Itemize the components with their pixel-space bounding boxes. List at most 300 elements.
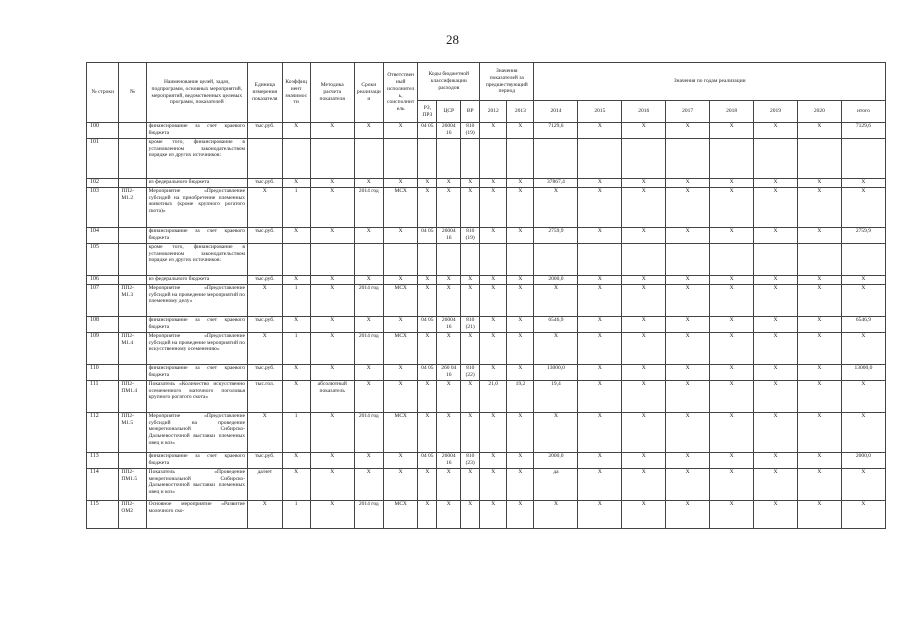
row-value-2013: X (507, 228, 534, 244)
row-coefficient: 1 (282, 285, 310, 317)
row-vr: X (461, 188, 480, 228)
header-term: Сроки реализации (354, 63, 383, 123)
header-year-col: 2017 (666, 101, 710, 123)
row-number: 102 (87, 179, 119, 188)
row-value-total: X (841, 276, 885, 285)
header-code-no: № (119, 63, 146, 123)
header-code-col: РЗ, ПРЗ (418, 101, 437, 123)
row-unit: X (248, 285, 283, 317)
row-rz-prz: X (418, 469, 437, 501)
row-value-2014: да (534, 469, 578, 501)
row-value-2012: X (480, 413, 507, 453)
row-rz-prz: 04 05 (418, 317, 437, 333)
row-csr: X (437, 381, 461, 413)
row-value-total: X (841, 285, 885, 317)
row-name: финансирование за счет краевого бюджета (146, 317, 247, 333)
row-code (119, 139, 146, 179)
table-row (87, 381, 886, 413)
row-coefficient: 1 (282, 501, 310, 529)
row-unit: тыс.гол. (248, 381, 283, 413)
row-value-2019: X (754, 469, 798, 501)
row-name: кроме того, финансирование в установленном законодательством порядке из других источников: (146, 139, 247, 179)
row-number: 113 (87, 453, 119, 469)
row-method: X (310, 365, 354, 381)
row-value-total: 13000,0 (841, 365, 885, 381)
row-value-2012 (480, 244, 507, 276)
table-row (87, 365, 886, 381)
row-unit (248, 139, 283, 179)
row-executor: МСХ (383, 285, 418, 317)
row-value-2018: X (710, 228, 754, 244)
row-vr: X (461, 413, 480, 453)
row-code: ПП2-М1.2 (119, 188, 146, 228)
header-year-col: 2020 (797, 101, 841, 123)
row-term (354, 244, 383, 276)
table-row (87, 317, 886, 333)
header-year-col: 2018 (710, 101, 754, 123)
row-value-2015: X (578, 469, 622, 501)
row-code (119, 244, 146, 276)
row-rz-prz: X (418, 333, 437, 365)
row-value-2018: X (710, 413, 754, 453)
row-code (119, 228, 146, 244)
header-pre-values: Значения показателей за предшествующий период (480, 63, 534, 101)
row-value-2013: X (507, 188, 534, 228)
row-csr: 26004 16 (437, 123, 461, 139)
row-value-2020: X (797, 333, 841, 365)
row-code: ПП2-ОМ2 (119, 501, 146, 529)
row-method: абсолютный показатель (310, 381, 354, 413)
row-term: X (354, 365, 383, 381)
row-value-total (841, 139, 885, 179)
row-vr: X (461, 276, 480, 285)
row-value-2017: X (666, 123, 710, 139)
header-budget-codes: Коды бюджетной классификации расходов (418, 63, 480, 101)
row-value-2020: X (797, 188, 841, 228)
row-value-2012: X (480, 188, 507, 228)
row-value-2014: X (534, 501, 578, 529)
row-term: 2014 год (354, 285, 383, 317)
row-name: финансирование за счет краевого бюджета (146, 123, 247, 139)
header-year-col: 2019 (754, 101, 798, 123)
row-term: X (354, 276, 383, 285)
row-value-2015: X (578, 413, 622, 453)
row-coefficient: 1 (282, 188, 310, 228)
row-number: 115 (87, 501, 119, 529)
row-value-2019: X (754, 285, 798, 317)
row-value-2012: X (480, 123, 507, 139)
row-executor (383, 139, 418, 179)
row-value-2015: X (578, 123, 622, 139)
row-code: ПП2-М1.5 (119, 413, 146, 453)
row-vr: X (461, 333, 480, 365)
row-vr: X (461, 501, 480, 529)
table-row (87, 333, 886, 365)
row-executor: МСХ (383, 501, 418, 529)
row-value-2014: 7129,6 (534, 123, 578, 139)
row-value-total: X (841, 469, 885, 501)
row-value-total: X (841, 179, 885, 188)
page-number: 28 (446, 32, 459, 47)
row-value-2012: X (480, 285, 507, 317)
row-executor: МСХ (383, 333, 418, 365)
row-code (119, 276, 146, 285)
row-name: кроме того, финансирование в установленном законодательством порядке из других источников: (146, 244, 247, 276)
row-csr: X (437, 333, 461, 365)
row-value-2018: X (710, 333, 754, 365)
row-value-2020: X (797, 179, 841, 188)
row-value-2012: X (480, 365, 507, 381)
row-value-2016: X (622, 188, 666, 228)
row-unit: X (248, 413, 283, 453)
row-code (119, 123, 146, 139)
row-value-2016: X (622, 413, 666, 453)
row-value-total: X (841, 333, 885, 365)
table-row (87, 228, 886, 244)
row-term: X (354, 317, 383, 333)
row-value-2017: X (666, 413, 710, 453)
row-value-total: X (841, 381, 885, 413)
row-rz-prz (418, 244, 437, 276)
row-rz-prz (418, 139, 437, 179)
row-value-2016 (622, 244, 666, 276)
row-value-2013: X (507, 317, 534, 333)
row-code (119, 317, 146, 333)
row-vr: 810 (21) (461, 317, 480, 333)
row-coefficient: X (282, 276, 310, 285)
row-value-2016: X (622, 333, 666, 365)
row-value-2017 (666, 139, 710, 179)
row-coefficient: 1 (282, 333, 310, 365)
row-number: 114 (87, 469, 119, 501)
row-name: Мероприятие «Предоставление субсидий на приобретение племенных животных (кроме крупного рогатого скота)» (146, 188, 247, 228)
row-code: ПП2-М1.4 (119, 333, 146, 365)
row-term: 2014 год (354, 188, 383, 228)
row-name: Показатель «Проведение межрегиональной Сибирско-Дальневосточной выставки племенных овец и коз» (146, 469, 247, 501)
row-executor: МСХ (383, 188, 418, 228)
row-value-2014: X (534, 188, 578, 228)
program-table (86, 62, 886, 529)
row-value-2017: X (666, 453, 710, 469)
row-rz-prz: X (418, 179, 437, 188)
row-value-2013: X (507, 179, 534, 188)
row-value-2019: X (754, 453, 798, 469)
table-row (87, 501, 886, 529)
row-coefficient: X (282, 453, 310, 469)
row-value-2014 (534, 139, 578, 179)
row-value-2012: X (480, 501, 507, 529)
row-value-2014: 2000,0 (534, 453, 578, 469)
row-coefficient (282, 244, 310, 276)
row-value-2019: X (754, 317, 798, 333)
table-row (87, 285, 886, 317)
row-value-2012: X (480, 179, 507, 188)
row-csr: X (437, 413, 461, 453)
row-value-2013: X (507, 276, 534, 285)
table-header (87, 63, 886, 123)
row-rz-prz: 04 05 (418, 228, 437, 244)
row-code: ПП2-ПМ1.4 (119, 381, 146, 413)
row-value-2014: 6546,9 (534, 317, 578, 333)
row-method: X (310, 188, 354, 228)
row-value-2019: X (754, 228, 798, 244)
row-executor: X (383, 381, 418, 413)
row-value-2020 (797, 139, 841, 179)
row-value-2016: X (622, 179, 666, 188)
row-value-2020 (797, 244, 841, 276)
row-value-2018: X (710, 469, 754, 501)
row-value-2017: X (666, 285, 710, 317)
row-value-2018: X (710, 179, 754, 188)
row-rz-prz: X (418, 381, 437, 413)
row-value-2018: X (710, 276, 754, 285)
row-value-2016: X (622, 285, 666, 317)
row-value-2017: X (666, 469, 710, 501)
row-rz-prz: 04 05 (418, 123, 437, 139)
row-vr (461, 139, 480, 179)
row-coefficient: X (282, 179, 310, 188)
row-method: X (310, 333, 354, 365)
row-csr: 26004 16 (437, 317, 461, 333)
row-value-2015: X (578, 501, 622, 529)
row-value-2019: X (754, 276, 798, 285)
header-year-col: 2012 (480, 101, 507, 123)
row-vr: X (461, 179, 480, 188)
header-year-col: 2014 (534, 101, 578, 123)
row-vr: X (461, 469, 480, 501)
row-executor (383, 244, 418, 276)
row-coefficient: X (282, 317, 310, 333)
row-value-2013: X (507, 365, 534, 381)
row-value-2018: X (710, 123, 754, 139)
row-value-total: 7129,6 (841, 123, 885, 139)
row-method: X (310, 123, 354, 139)
row-number: 109 (87, 333, 119, 365)
row-value-2018: X (710, 188, 754, 228)
row-value-2012 (480, 139, 507, 179)
row-csr: X (437, 188, 461, 228)
row-value-2013: 19,2 (507, 381, 534, 413)
row-value-2017: X (666, 228, 710, 244)
row-value-2017: X (666, 365, 710, 381)
row-code: ПП2-М1.3 (119, 285, 146, 317)
row-unit: тыс.руб. (248, 228, 283, 244)
row-coefficient: X (282, 365, 310, 381)
row-code: ПП2-ПМ1.5 (119, 469, 146, 501)
row-value-2018 (710, 139, 754, 179)
table-row (87, 139, 886, 179)
row-value-2012: X (480, 276, 507, 285)
row-value-2016: X (622, 276, 666, 285)
row-csr: 26004 16 (437, 228, 461, 244)
row-value-total: X (841, 188, 885, 228)
row-value-2016: X (622, 123, 666, 139)
row-value-2019: X (754, 381, 798, 413)
row-name: Мероприятие «Предоставление субсидий на проведение мероприятий по племенному делу» (146, 285, 247, 317)
row-value-2018: X (710, 317, 754, 333)
row-value-total (841, 244, 885, 276)
row-value-2017: X (666, 317, 710, 333)
row-value-2015: X (578, 333, 622, 365)
row-value-2015 (578, 139, 622, 179)
table-row (87, 469, 886, 501)
row-method: X (310, 501, 354, 529)
table-row (87, 244, 886, 276)
row-rz-prz: X (418, 501, 437, 529)
row-value-2016: X (622, 228, 666, 244)
row-rz-prz: X (418, 413, 437, 453)
row-vr (461, 244, 480, 276)
row-unit: X (248, 501, 283, 529)
row-value-2018 (710, 244, 754, 276)
row-method (310, 244, 354, 276)
row-value-total: 2000,0 (841, 453, 885, 469)
row-value-2015: X (578, 276, 622, 285)
row-value-2014: X (534, 413, 578, 453)
header-row-no: № строки (87, 63, 119, 123)
row-csr: X (437, 501, 461, 529)
row-value-2020: X (797, 381, 841, 413)
row-value-2017: X (666, 333, 710, 365)
row-value-2018: X (710, 285, 754, 317)
row-value-2013: X (507, 413, 534, 453)
header-name: Наименование целей, задач, подпрограмм, основных мероприятий, мероприятий, ведомственных целевых программ, показателей (146, 63, 247, 123)
row-coefficient: X (282, 123, 310, 139)
row-value-2013: X (507, 453, 534, 469)
row-code (119, 365, 146, 381)
row-value-2016: X (622, 381, 666, 413)
row-unit: X (248, 188, 283, 228)
row-value-2016: X (622, 317, 666, 333)
table-row (87, 123, 886, 139)
row-unit: тыс.руб. (248, 179, 283, 188)
header-year-col: 2016 (622, 101, 666, 123)
row-csr (437, 139, 461, 179)
row-number: 104 (87, 228, 119, 244)
row-method: X (310, 228, 354, 244)
row-value-2019: X (754, 333, 798, 365)
table-row (87, 179, 886, 188)
row-value-2014: 2000,0 (534, 276, 578, 285)
row-unit: тыс.руб. (248, 123, 283, 139)
row-number: 108 (87, 317, 119, 333)
row-value-2017: X (666, 188, 710, 228)
row-value-2019: X (754, 365, 798, 381)
row-value-total: X (841, 413, 885, 453)
row-value-2020: X (797, 276, 841, 285)
row-executor: X (383, 179, 418, 188)
row-csr: X (437, 285, 461, 317)
row-value-2018: X (710, 501, 754, 529)
row-method: X (310, 317, 354, 333)
row-executor: X (383, 228, 418, 244)
row-executor: X (383, 453, 418, 469)
row-value-2013: X (507, 285, 534, 317)
row-unit: X (248, 333, 283, 365)
row-value-2013: X (507, 469, 534, 501)
row-vr: X (461, 285, 480, 317)
row-coefficient: X (282, 469, 310, 501)
row-coefficient: 1 (282, 413, 310, 453)
row-value-2016: X (622, 365, 666, 381)
row-name: финансирование за счет краевого бюджета (146, 228, 247, 244)
table-row (87, 413, 886, 453)
row-value-2017: X (666, 381, 710, 413)
row-unit (248, 244, 283, 276)
row-term (354, 139, 383, 179)
row-name: Показатель «Количество искусственно осемененного маточного поголовья крупного рогатого скота» (146, 381, 247, 413)
row-value-2020: X (797, 228, 841, 244)
row-method: X (310, 285, 354, 317)
row-value-2012: X (480, 317, 507, 333)
row-term: 2014 год (354, 413, 383, 453)
row-executor: X (383, 365, 418, 381)
row-vr: X (461, 381, 480, 413)
row-value-2014: X (534, 333, 578, 365)
row-value-2012: X (480, 228, 507, 244)
row-value-2015 (578, 244, 622, 276)
table-row (87, 453, 886, 469)
row-value-2015: X (578, 285, 622, 317)
row-value-2019: X (754, 123, 798, 139)
row-value-2014: X (534, 285, 578, 317)
header-code-col: ЦСР (437, 101, 461, 123)
row-name: Мероприятие «Предоставление субсидий на проведение мероприятий по искусственному осеменению» (146, 333, 247, 365)
row-method: X (310, 413, 354, 453)
row-rz-prz: X (418, 276, 437, 285)
row-value-2020: X (797, 453, 841, 469)
header-coef: Коэффициент значимости (282, 63, 310, 123)
row-name: финансирование за счет краевого бюджета (146, 453, 247, 469)
header-code-col: ВР (461, 101, 480, 123)
row-number: 105 (87, 244, 119, 276)
row-number: 111 (87, 381, 119, 413)
row-unit: тыс.руб. (248, 317, 283, 333)
row-number: 103 (87, 188, 119, 228)
row-value-2013: X (507, 333, 534, 365)
row-code (119, 453, 146, 469)
row-executor: МСХ (383, 413, 418, 453)
row-value-2012: X (480, 333, 507, 365)
row-value-2015: X (578, 381, 622, 413)
table-row (87, 276, 886, 285)
row-value-2015: X (578, 317, 622, 333)
row-unit: да/нет (248, 469, 283, 501)
row-value-2012: X (480, 469, 507, 501)
row-method: X (310, 276, 354, 285)
row-csr: 260 04 16 (437, 365, 461, 381)
row-value-2018: X (710, 365, 754, 381)
row-csr: X (437, 469, 461, 501)
row-unit: тыс.руб. (248, 453, 283, 469)
row-csr: 26004 16 (437, 453, 461, 469)
row-name: из федерального бюджета (146, 276, 247, 285)
row-value-total: X (841, 501, 885, 529)
row-value-2018: X (710, 453, 754, 469)
row-csr: X (437, 179, 461, 188)
row-value-2016: X (622, 501, 666, 529)
row-value-2012: 21,0 (480, 381, 507, 413)
row-number: 110 (87, 365, 119, 381)
row-executor: X (383, 123, 418, 139)
row-term: 2014 год (354, 501, 383, 529)
row-value-2012: X (480, 453, 507, 469)
row-term: X (354, 123, 383, 139)
row-value-2020: X (797, 317, 841, 333)
row-value-2015: X (578, 228, 622, 244)
row-executor: X (383, 317, 418, 333)
row-value-2013 (507, 244, 534, 276)
